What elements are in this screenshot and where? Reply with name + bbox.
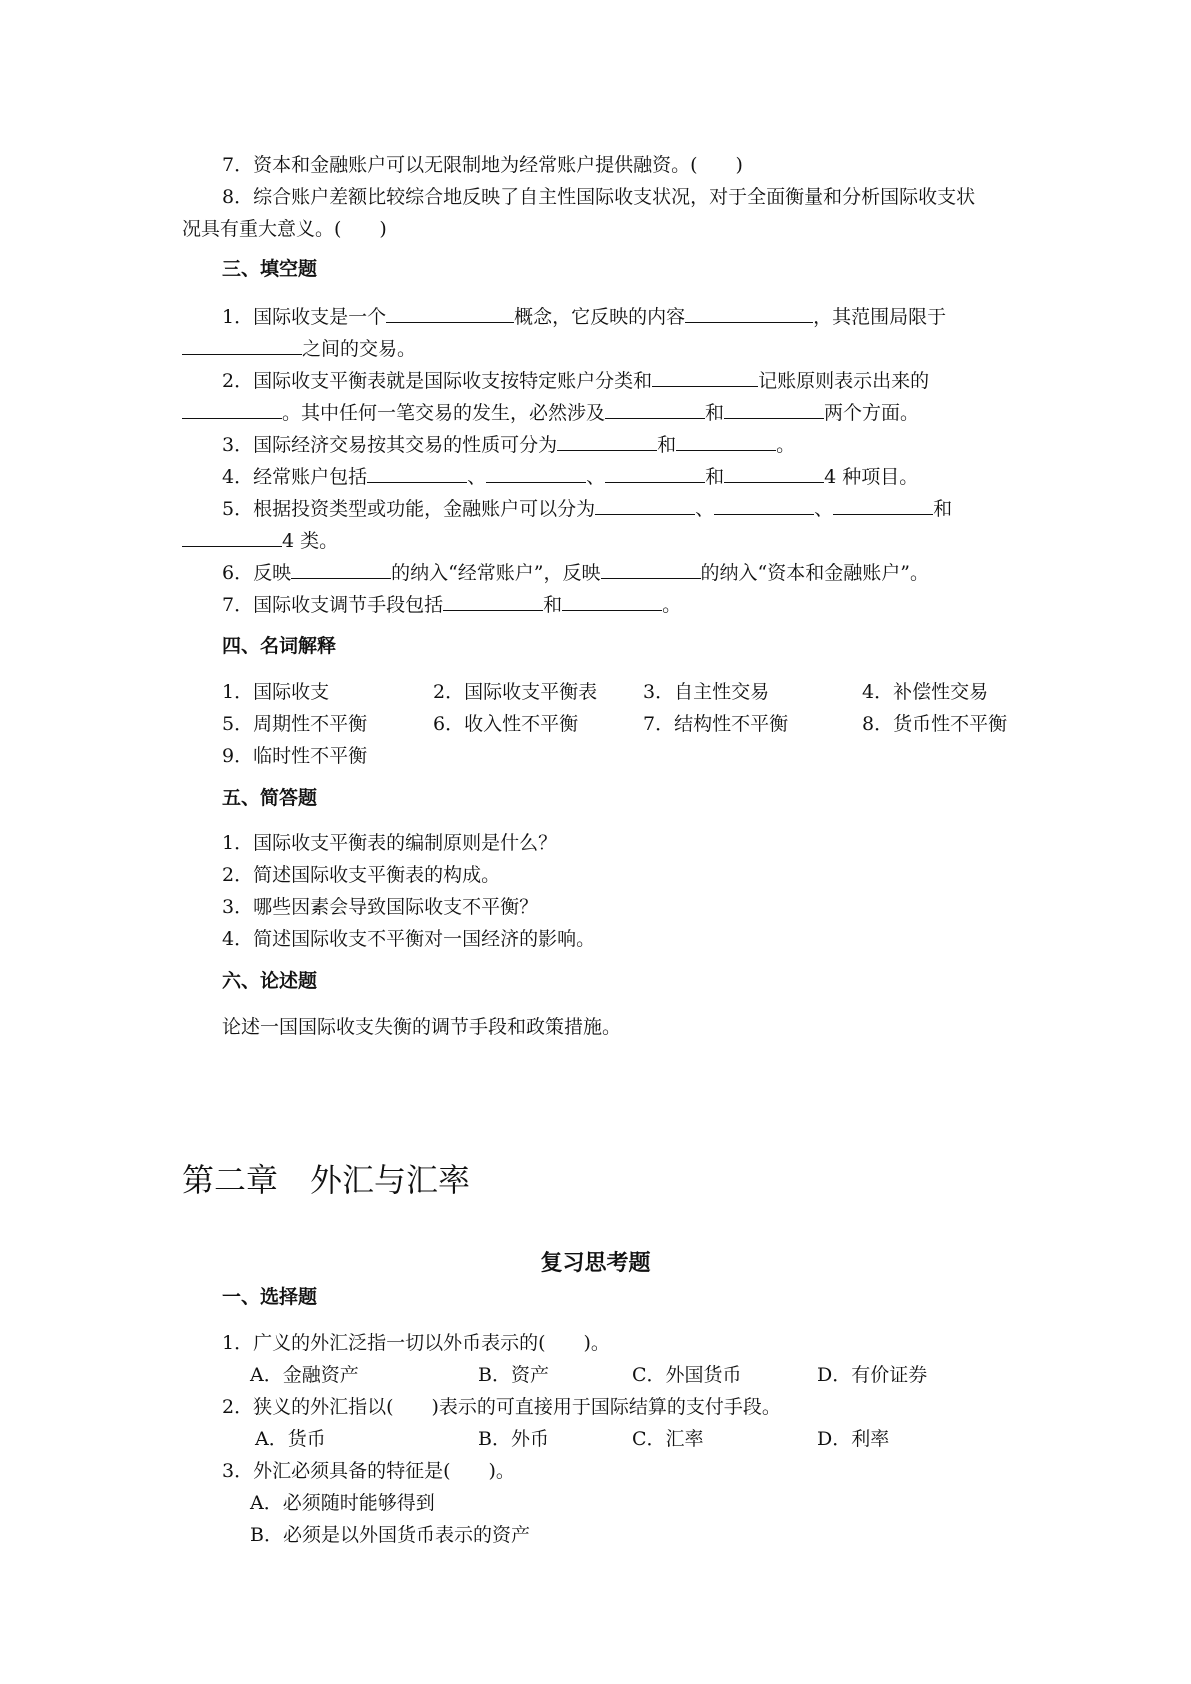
mc-option: B．外币 — [478, 1428, 549, 1450]
term-item: 7．结构性不平衡 — [643, 713, 789, 735]
term-item: 8．货币性不平衡 — [862, 713, 1008, 735]
fill-question-2-line2 — [182, 400, 919, 425]
section-title: 复习思考题 — [540, 1251, 651, 1276]
term-item: 1．国际收支 — [222, 681, 330, 703]
fill-question-5-line2 — [182, 528, 338, 553]
fill-q1-text-b: 概念，它反映的内容 — [514, 306, 686, 328]
fill-question-1-line2 — [182, 336, 416, 361]
mc-option: C．汇率 — [632, 1428, 704, 1450]
answer-blank[interactable] — [562, 592, 662, 611]
section-heading-essay: 六、论述题 — [222, 970, 318, 992]
fill-q2-text-a: 2．国际收支平衡表就是国际收支按特定账户分类和 — [222, 370, 653, 392]
term-item: 3．自主性交易 — [643, 681, 770, 703]
fill-q2-text-c: 。其中任何一笔交易的发生，必然涉及 — [282, 402, 606, 424]
fill-q3-text-a: 3．国际经济交易按其交易的性质可分为 — [222, 434, 558, 456]
answer-blank[interactable] — [676, 432, 776, 451]
answer-blank[interactable] — [724, 400, 824, 419]
mc-question-3: 3．外汇必须具备的特征是( )。 — [222, 1460, 515, 1482]
fill-question-3 — [222, 432, 795, 457]
fill-q4-text-e: 4 种项目。 — [824, 466, 919, 488]
fill-q5-text-a: 5．根据投资类型或功能，金融账户可以分为 — [222, 498, 596, 520]
fill-q2-text-e: 两个方面。 — [824, 402, 920, 424]
short-question: 4．简述国际收支不平衡对一国经济的影响。 — [222, 928, 596, 950]
answer-blank[interactable] — [714, 496, 814, 515]
answer-blank[interactable] — [182, 336, 302, 355]
answer-blank[interactable] — [605, 400, 705, 419]
mc-option: B．必须是以外国货币表示的资产 — [250, 1524, 530, 1546]
term-item: 5．周期性不平衡 — [222, 713, 368, 735]
fill-q7-text-b: 和 — [543, 594, 563, 616]
section-heading-terms: 四、名词解释 — [222, 635, 337, 657]
answer-blank[interactable] — [386, 304, 514, 323]
term-item: 9．临时性不平衡 — [222, 745, 368, 767]
mc-option: B．资产 — [478, 1364, 549, 1386]
answer-blank[interactable] — [443, 592, 543, 611]
answer-blank[interactable] — [486, 464, 586, 483]
fill-q3-text-b: 和 — [657, 434, 677, 456]
short-question: 3．哪些因素会导致国际收支不平衡？ — [222, 896, 539, 918]
answer-blank[interactable] — [291, 560, 391, 579]
fill-q7-text-c: 。 — [662, 594, 682, 616]
fill-question-2-line1 — [222, 368, 929, 393]
term-item: 4．补偿性交易 — [862, 681, 989, 703]
tf-question-8-line2: 况具有重大意义。( ) — [182, 218, 387, 240]
fill-q4-text-b: 、 — [467, 466, 487, 488]
answer-blank[interactable] — [367, 464, 467, 483]
tf-question-7: 7．资本和金融账户可以无限制地为经常账户提供融资。( ) — [222, 154, 743, 176]
fill-question-5-line1 — [222, 496, 952, 521]
answer-blank[interactable] — [833, 496, 933, 515]
fill-q6-text-a: 6．反映 — [222, 562, 292, 584]
answer-blank[interactable] — [724, 464, 824, 483]
fill-q5-text-e: 4 类。 — [282, 530, 339, 552]
term-item: 2．国际收支平衡表 — [433, 681, 598, 703]
mc-option: C．外国货币 — [632, 1364, 742, 1386]
short-question: 2．简述国际收支平衡表的构成。 — [222, 864, 501, 886]
term-item: 6．收入性不平衡 — [433, 713, 579, 735]
fill-q4-text-a: 4．经常账户包括 — [222, 466, 368, 488]
fill-q5-text-d: 和 — [933, 498, 953, 520]
mc-option: A．货币 — [255, 1428, 326, 1450]
fill-q2-text-d: 和 — [705, 402, 725, 424]
section-heading-fill: 三、填空题 — [222, 258, 318, 280]
fill-q5-text-b: 、 — [695, 498, 715, 520]
answer-blank[interactable] — [557, 432, 657, 451]
answer-blank[interactable] — [595, 496, 695, 515]
mc-option: A．必须随时能够得到 — [250, 1492, 435, 1514]
fill-question-1-line1 — [222, 304, 946, 329]
short-question: 1．国际收支平衡表的编制原则是什么？ — [222, 832, 558, 854]
mc-question-2: 2．狭义的外汇指以( )表示的可直接用于国际结算的支付手段。 — [222, 1396, 781, 1418]
fill-q4-text-d: 和 — [705, 466, 725, 488]
fill-q1-text-a: 1．国际收支是一个 — [222, 306, 387, 328]
fill-q6-text-b: 的纳入“经常账户”，反映 — [391, 562, 601, 584]
answer-blank[interactable] — [182, 528, 282, 547]
fill-question-6 — [222, 560, 929, 585]
answer-blank[interactable] — [605, 464, 705, 483]
essay-question: 论述一国国际收支失衡的调节手段和政策措施。 — [222, 1016, 622, 1038]
tf-question-8-line1: 8．综合账户差额比较综合地反映了自主性国际收支状况，对于全面衡量和分析国际收支状 — [222, 186, 976, 208]
answer-blank[interactable] — [685, 304, 813, 323]
fill-question-7 — [222, 592, 681, 617]
mc-option: D．有价证券 — [817, 1364, 928, 1386]
mc-question-1: 1．广义的外汇泛指一切以外币表示的( )。 — [222, 1332, 610, 1354]
answer-blank[interactable] — [182, 400, 282, 419]
fill-q1-text-d: 之间的交易。 — [302, 338, 417, 360]
fill-q3-text-c: 。 — [776, 434, 796, 456]
section-heading-mc: 一、选择题 — [222, 1286, 318, 1308]
fill-q6-text-c: 的纳入“资本和金融账户”。 — [700, 562, 929, 584]
mc-option: A．金融资产 — [250, 1364, 359, 1386]
mc-option: D．利率 — [817, 1428, 890, 1450]
fill-q2-text-b: 记账原则表示出来的 — [758, 370, 930, 392]
answer-blank[interactable] — [652, 368, 758, 387]
section-heading-short: 五、简答题 — [222, 787, 318, 809]
fill-q7-text-a: 7．国际收支调节手段包括 — [222, 594, 444, 616]
fill-question-4 — [222, 464, 918, 489]
fill-q1-text-c: ，其范围局限于 — [813, 306, 947, 328]
chapter-title: 第二章 外汇与汇率 — [182, 1161, 471, 1199]
fill-q5-text-c: 、 — [814, 498, 834, 520]
fill-q4-text-c: 、 — [586, 466, 606, 488]
answer-blank[interactable] — [601, 560, 701, 579]
